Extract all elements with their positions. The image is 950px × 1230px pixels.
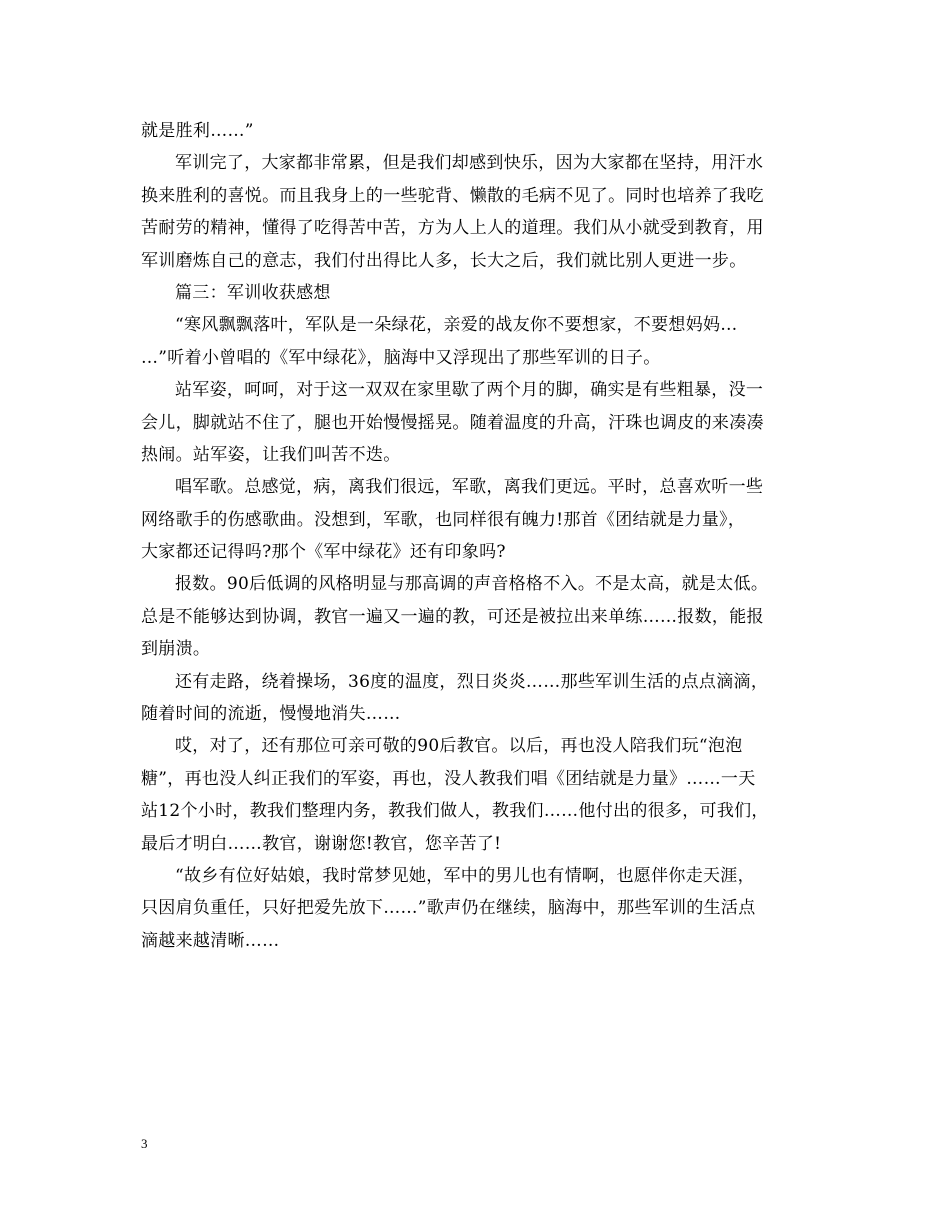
text-line: “故乡有位好姑娘，我时常梦见她，军中的男儿也有情啊，也愿伴你走天涯， — [175, 865, 755, 886]
text-line: 唱军歌。总感觉，病，离我们很远，军歌，离我们更远。平时，总喜欢听一些 — [175, 477, 764, 498]
text-line: 网络歌手的伤感歌曲。没想到，军歌，也同样很有魄力!那首《团结就是力量》， — [141, 509, 746, 530]
text-line: 军训完了，大家都非常累，但是我们却感到快乐，因为大家都在坚持，用汗水 — [175, 153, 764, 174]
text-line: 滴越来越清晰…… — [141, 930, 280, 951]
page-number: 3 — [141, 1136, 148, 1151]
text-line: 总是不能够达到协调，教官一遍又一遍的教，可还是被拉出来单练……报数，能报 — [141, 606, 764, 627]
text-line: 苦耐劳的精神，懂得了吃得苦中苦，方为人上人的道理。我们从小就受到教育，用 — [141, 218, 764, 239]
text-line: 最后才明白……教官，谢谢您!教官，您辛苦了! — [141, 833, 502, 854]
text-line: 只因肩负重任，只好把爱先放下……”歌声仍在继续，脑海中，那些军训的生活点 — [141, 898, 756, 919]
text-line: 换来胜利的喜悦。而且我身上的一些驼背、懒散的毛病不见了。同时也培养了我吃 — [141, 185, 764, 206]
text-line: 会儿，脚就站不住了，腿也开始慢慢摇晃。随着温度的升高，汗珠也调皮的来凑凑 — [141, 412, 764, 433]
text-line: 随着时间的流逝，慢慢地消失…… — [141, 704, 401, 725]
text-line: 还有走路，绕着操场，36度的温度，烈日炎炎……那些军训生活的点点滴滴， — [175, 671, 769, 692]
text-line: “寒风飘飘落叶，军队是一朵绿花，亲爱的战友你不要想家，不要想妈妈… — [175, 315, 738, 336]
text-line: 热闹。站军姿，让我们叫苦不迭。 — [141, 444, 401, 465]
body-text — [141, 115, 831, 957]
text-line: 军训磨炼自己的意志，我们付出得比人多，长大之后，我们就比别人更进一步。 — [141, 250, 747, 271]
text-line: 站军姿，呵呵，对于这一双双在家里歇了两个月的脚，确实是有些粗暴，没一 — [175, 380, 764, 401]
text-line: 哎，对了，还有那位可亲可敬的90后教官。以后，再也没人陪我们玩“泡泡 — [175, 736, 743, 757]
text-line: …”听着小曾唱的《军中绿花》，脑海中又浮现出了那些军训的日子。 — [141, 347, 661, 368]
text-line: 站12个小时，教我们整理内务，教我们做人，教我们……他付出的很多，可我们， — [141, 801, 769, 822]
section-heading: 篇三：军训收获感想 — [175, 282, 331, 303]
text-line: 就是胜利……” — [141, 121, 254, 141]
text-line: 大家都还记得吗?那个《军中绿花》还有印象吗? — [141, 542, 506, 563]
text-line: 到崩溃。 — [141, 639, 211, 660]
text-line: 报数。90后低调的风格明显与那高调的声音格格不入。不是太高，就是太低。 — [175, 574, 769, 595]
text-line: 糖”，再也没人纠正我们的军姿，再也，没人教我们唱《团结就是力量》……一天 — [141, 768, 756, 789]
